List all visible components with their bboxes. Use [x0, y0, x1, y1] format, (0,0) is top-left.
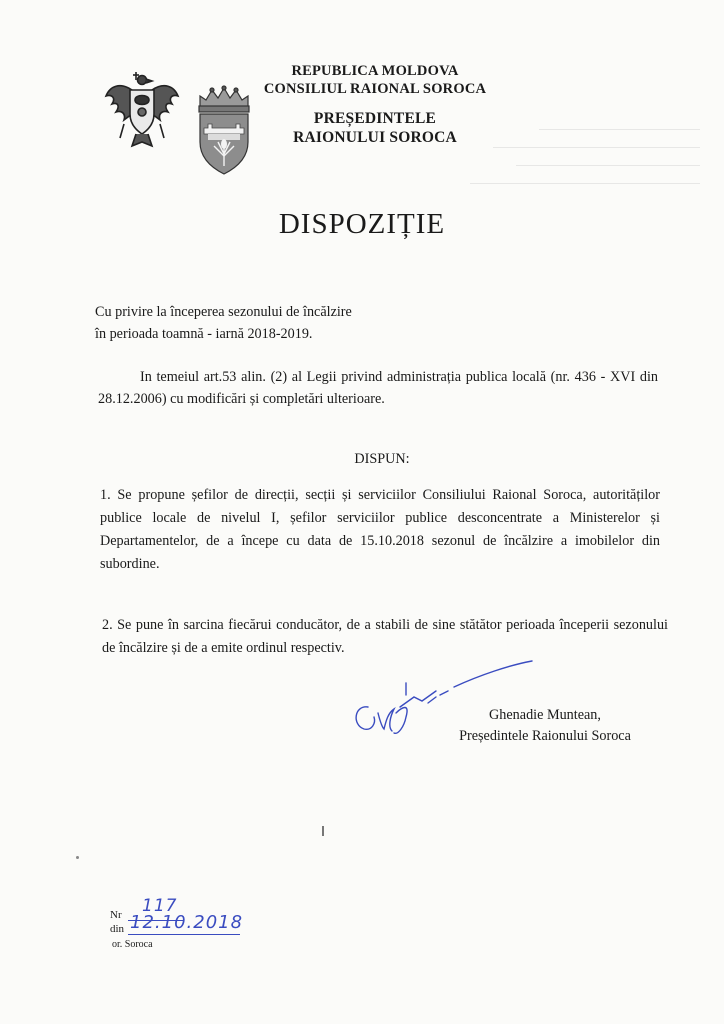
header-president: PREȘEDINTELE — [313, 110, 437, 127]
header-council: CONSILIUL RAIONAL SOROCA — [263, 81, 487, 97]
signer-name: Ghenadie Muntean, — [489, 707, 601, 723]
footer-date-label: din — [110, 923, 125, 935]
subject-line-1: Cu privire la începerea sezonului de încălzire — [95, 304, 352, 320]
subject-block — [95, 302, 495, 344]
header-district: RAIONULUI SOROCA — [293, 129, 457, 146]
signer-role: Președintele Raionului Soroca — [459, 728, 631, 744]
subject-line-2: în perioada toamnă - iarnă 2018-2019. — [95, 326, 313, 342]
preamble-paragraph: In temeiul art.53 alin. (2) al Legii privind administrația publica locală (nr. 436 - XVI din 28.12.2006) cu modificări și completări ulterioare. — [98, 369, 658, 407]
dispun-heading: DISPUN: — [354, 451, 410, 467]
footer-number-value: 117 — [142, 896, 178, 916]
header-block — [240, 62, 510, 147]
footer-date-underline — [128, 934, 240, 935]
document-title: DISPOZIȚIE — [278, 208, 446, 240]
moldova-coat-of-arms-emblem — [102, 68, 182, 158]
footer-date-value: 12.10.2018 — [130, 912, 244, 933]
stray-dot — [76, 856, 79, 859]
footer-number-label: Nr — [110, 909, 122, 921]
stray-mark — [322, 826, 324, 836]
signer-block — [420, 705, 670, 747]
order-item-1: 1. Se propune șefilor de direcții, secții și serviciilor Consiliului Raional Soroca, autorităților publice locale de nivelul I, șefilor serviciilor publice desconcentrate a Ministerelor și Departamentelor, de a începe cu data de 15.10.2018 sezonul de încălzire a imobilelor din subordine. — [100, 487, 660, 572]
order-item-2: 2. Se pune în sarcina fiecărui conducător, de a stabili de sine stătător perioada începerii sezonului de încălzire și de a emite ordinul respectiv. — [102, 617, 668, 656]
footer-place: or. Soroca — [112, 939, 153, 950]
header-country: REPUBLICA MOLDOVA — [291, 63, 459, 79]
